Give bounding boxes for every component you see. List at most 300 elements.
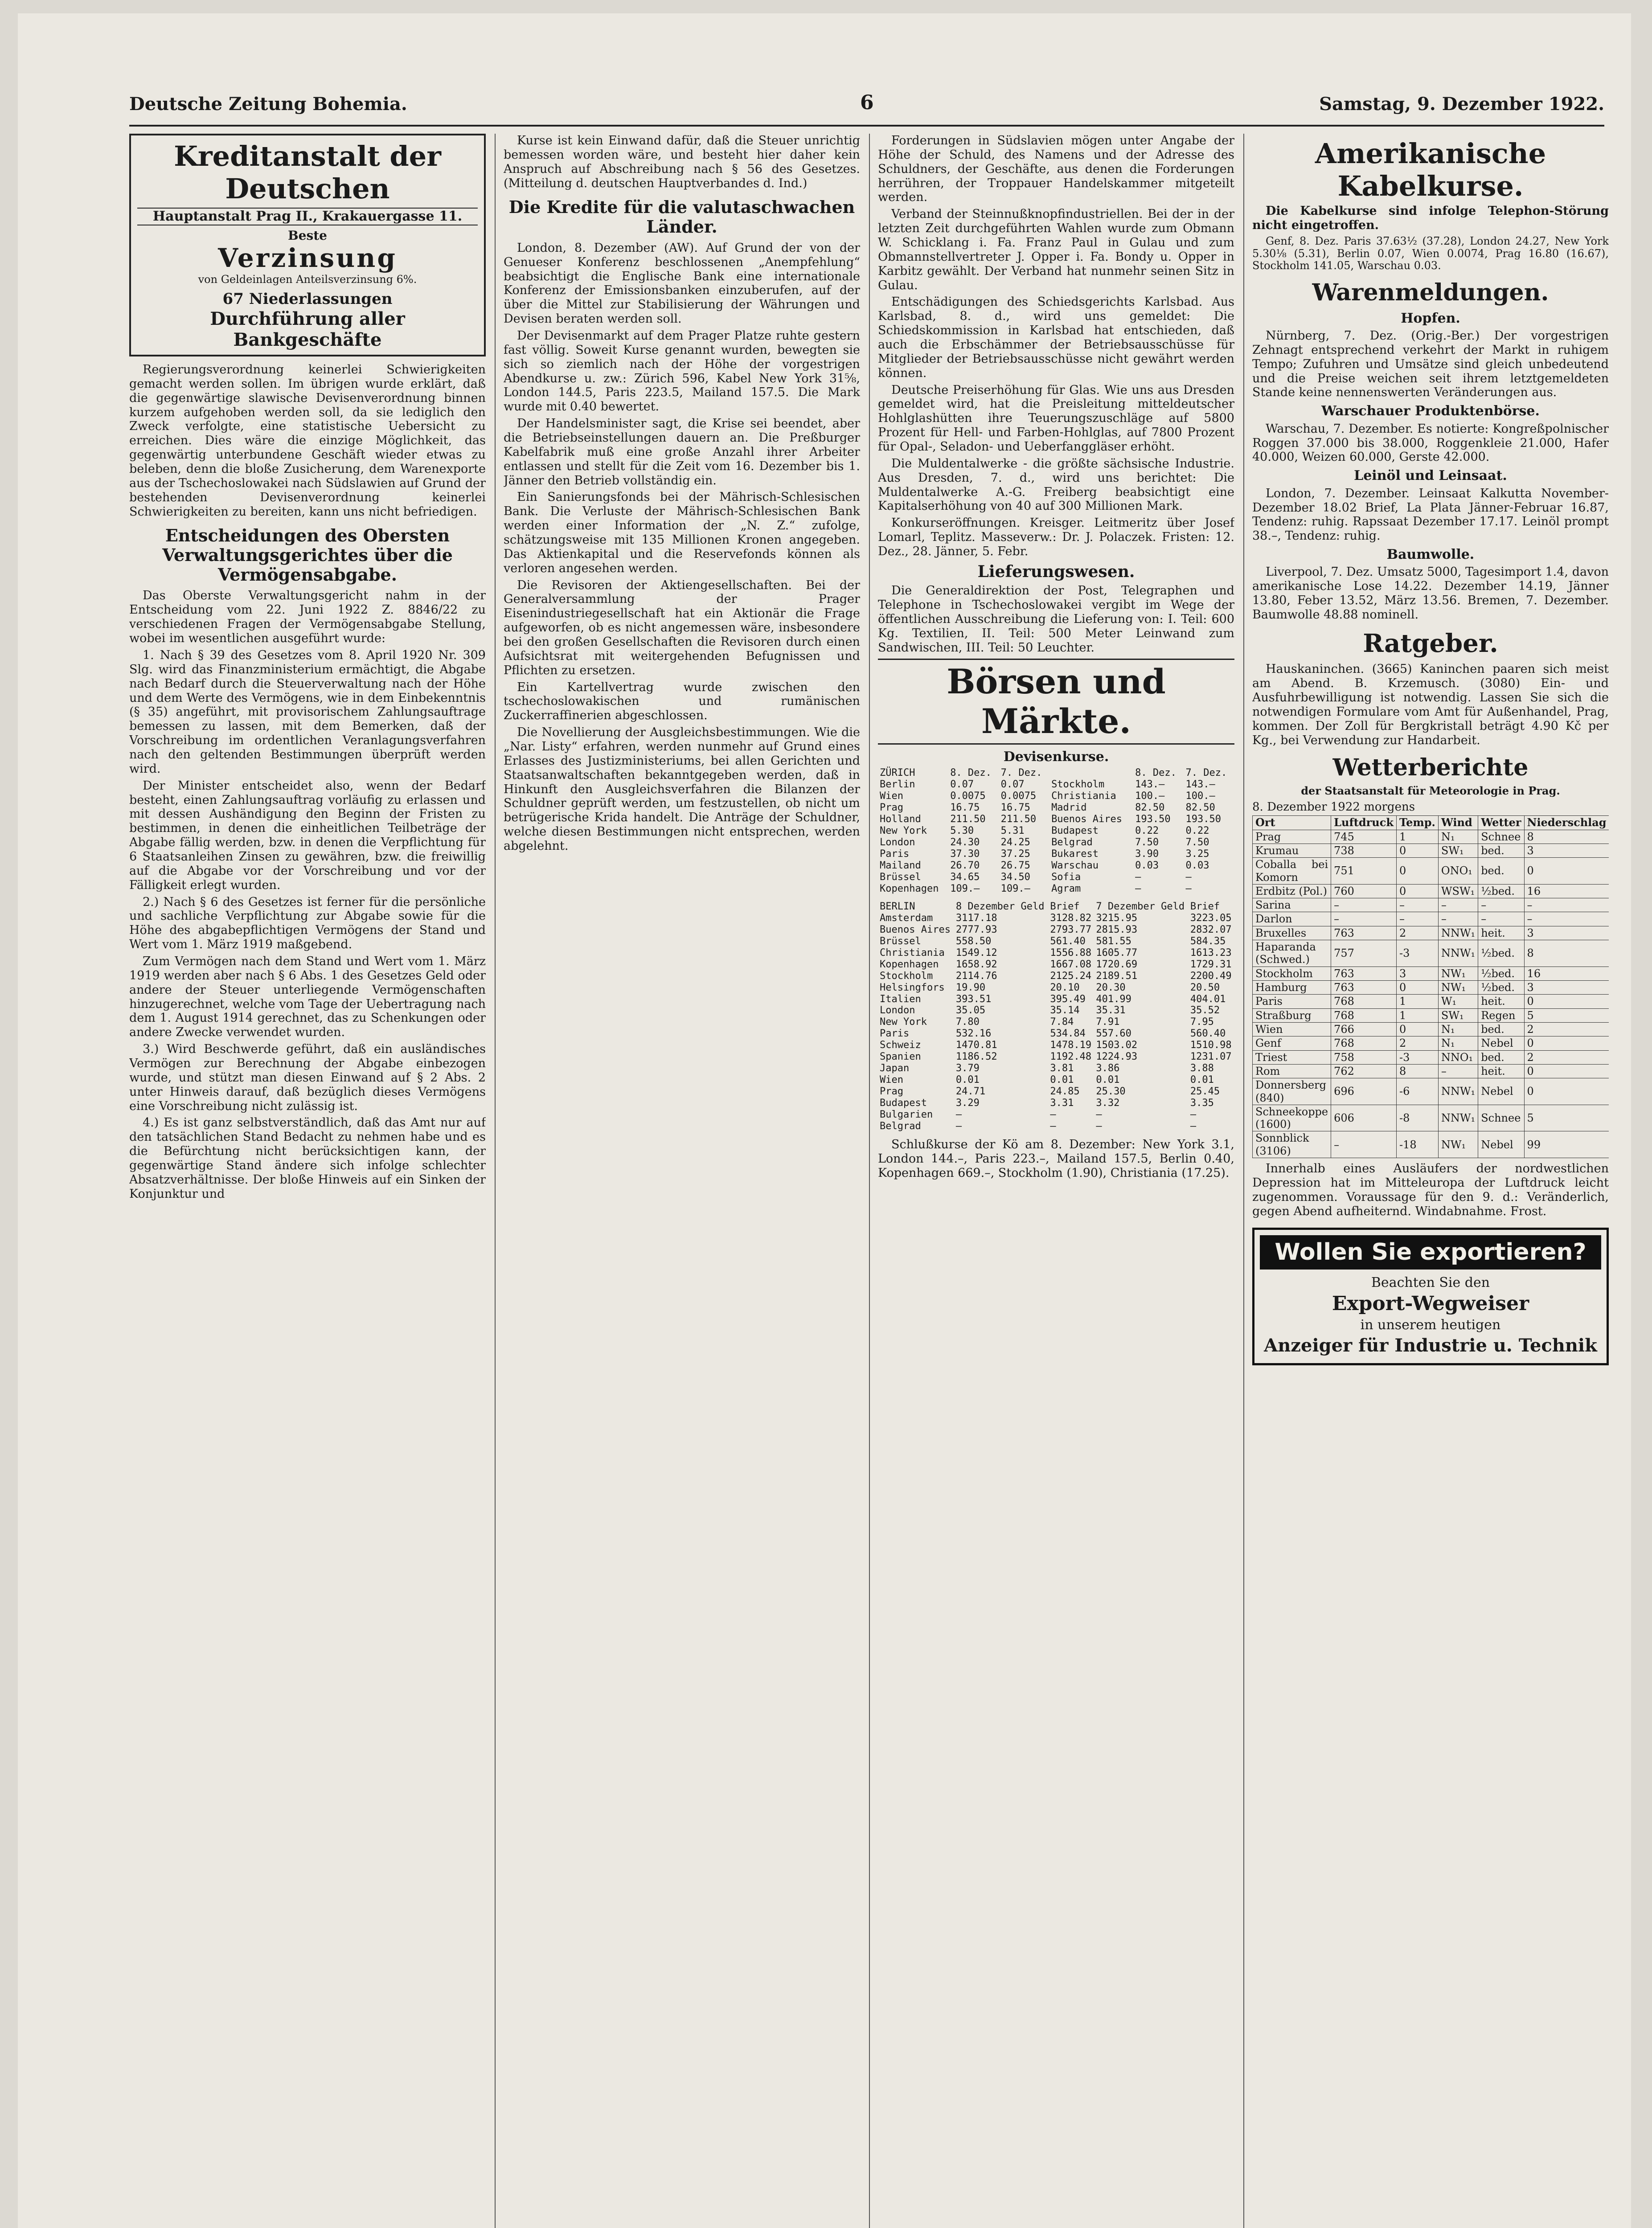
article-headline: Die Kredite für die valutaschwachen Länder. [508, 197, 855, 237]
table-cell: Buenos Aires [880, 924, 951, 935]
table-cell: 401.99 [1096, 993, 1131, 1005]
table-cell: 1667.08 [1050, 958, 1092, 970]
table-cell: 24.85 [1050, 1086, 1080, 1098]
table-cell: Wien [1253, 1022, 1331, 1036]
article-paragraph: Kurse ist kein Einwand dafür, daß die Steuer unrichtig bemessen worden wäre, und besteht hier daher kein Anspruch auf Abschreibung nach § 56 des Gesetzes. (Mitteilung d. deutschen Hauptverbandes d. Ind.) [504, 134, 860, 190]
table-cell: 0.03 [1185, 860, 1209, 872]
table-cell: Wien [880, 1074, 903, 1086]
table-cell: 20.10 [1050, 982, 1080, 993]
table-cell: ½bed. [1478, 981, 1524, 995]
column-2 [504, 134, 860, 2228]
table-cell: 1510.98 [1190, 1040, 1232, 1051]
table-row [878, 883, 1234, 895]
table-cell: Straßburg [1253, 1008, 1331, 1022]
table-cell: NNW₁ [1438, 940, 1478, 967]
table-cell: 25.45 [1190, 1086, 1220, 1098]
table-row [1253, 926, 1609, 940]
table-cell: 757 [1331, 940, 1397, 967]
table-cell: 2 [1396, 1036, 1438, 1050]
table-cell: 5.30 [950, 825, 974, 837]
table-cell: 0.01 [1050, 1074, 1074, 1086]
table-cell: N₁ [1438, 1022, 1478, 1036]
table-cell: 0 [1396, 844, 1438, 857]
table-cell: 1192.48 [1050, 1051, 1092, 1063]
table-cell: 0 [1396, 884, 1438, 898]
table-cell: Sonnblick (3106) [1253, 1131, 1331, 1158]
ad-line: Anzeiger für Industrie u. Technik [1264, 1335, 1597, 1356]
table-cell: NNW₁ [1438, 926, 1478, 940]
table-row [878, 1040, 1234, 1051]
table-cell: 5 [1524, 1105, 1609, 1131]
table-cell: – [1478, 912, 1524, 926]
article-paragraph: 4.) Es ist ganz selbstverständlich, daß das Amt nur auf den tatsächlichen Stand Bedacht zu nehmen habe und es die Befürchtung nicht berücksichtigen kann, der gegenwärtige Stand ändere sich infolge schlechter Absatzverhältnisse. Der bloße Hinweis auf ein Sinken der Konjunktur und [129, 1116, 486, 1201]
table-cell: – [1185, 883, 1192, 894]
table-row [878, 947, 1234, 959]
article-paragraph: Der Minister entscheidet also, wenn der Bedarf besteht, einen Zahlungsauftrag vorläufig zu erlassen und mit dessen Aushändigung den Beginn der Fristen zu bestimmen, in denen die einheitlichen Teilbeträge der Abgabe fällig werden, bzw. in denen die Verpflichtung für 6 Staatsanleihen Zinsen zu gewähren, bzw. die freiwillig auf die Abgabe vor der Vorschreibung und vor der Fälligkeit erlegt wurden. [129, 778, 486, 892]
table-cell: 16 [1524, 967, 1609, 980]
column-3 [878, 134, 1234, 2228]
article-paragraph: Entschädigungen des Schiedsgerichts Karlsbad. Aus Karlsbad, 8. d., wird uns gemeldet: Die Schiedskommission in Karlsbad hat entschieden, daß auch die Erbschämmer der Betriebsausschüsse für Mitglieder der Betriebsausschüsse nicht gewährt werden können. [878, 295, 1234, 380]
section-subheadline: der Staatsanstalt für Meteorologie in Prag. [1301, 784, 1560, 798]
page-header [129, 89, 1604, 120]
table-cell: 3.88 [1190, 1063, 1214, 1074]
table-cell: 109.– [950, 883, 980, 894]
section-headline: Lieferungswesen. [977, 562, 1135, 581]
table-row [878, 802, 1234, 814]
table-cell: NNW₁ [1438, 1078, 1478, 1105]
table-cell: 763 [1331, 967, 1397, 980]
table-row [878, 1063, 1234, 1074]
table-cell: 3.25 [1185, 848, 1209, 860]
table-cell: NW₁ [1438, 981, 1478, 995]
table-cell: Agram [1051, 883, 1081, 894]
article-paragraph: Der Handelsminister sagt, die Krise sei beendet, aber die Betriebseinstellungen dauern an. Die Preßburger Kabelfabrik muß eine große Anzahl ihrer Arbeiter entlassen und stellt für die Zeit vom 16. Dezember bis 1. Jänner den Betrieb vollständig ein. [504, 417, 860, 487]
section-headline: Wetterberichte [1332, 754, 1529, 782]
table-cell: 34.65 [950, 872, 980, 883]
header-rule [129, 125, 1604, 127]
article-paragraph: Die Kabelkurse sind infolge Telephon-Störung nicht eingetroffen. [1252, 204, 1609, 233]
table-cell: Mailand [880, 860, 921, 872]
table-cell: 20.30 [1096, 982, 1126, 993]
table-cell: 35.52 [1190, 1005, 1220, 1016]
table-cell: 768 [1331, 995, 1397, 1008]
table-cell: bed. [1478, 1050, 1524, 1064]
article-paragraph: Forderungen in Südslavien mögen unter Angabe der Höhe der Schuld, des Namens und der Adresse des Schuldners, der Geschäfte, aus denen die Forderungen herrühren, der Troppauer Handelskammer mitgeteilt werden. [878, 134, 1234, 205]
table-row [1253, 830, 1609, 844]
table-cell: 7.91 [1096, 1016, 1120, 1028]
table-cell: 3215.95 [1096, 912, 1138, 924]
table-cell: Helsingfors [880, 982, 945, 993]
table-cell: 3 [1524, 981, 1609, 995]
table-cell: Bruxelles [1253, 926, 1331, 940]
weather-date: 8. Dezember 1922 morgens [1252, 800, 1415, 814]
table-cell: 3.35 [1190, 1098, 1214, 1109]
table-cell: Nebel [1478, 1036, 1524, 1050]
table-cell: Prag [880, 802, 903, 814]
column-4 [1252, 134, 1609, 2228]
table-cell: 1556.88 [1050, 947, 1092, 958]
table-cell: 760 [1331, 884, 1397, 898]
table-cell: NW₁ [1438, 1131, 1478, 1158]
table-cell: 745 [1331, 830, 1397, 844]
article-paragraph: Zum Vermögen nach dem Stand und Wert vom 1. März 1919 werden aber nach § 6 Abs. 1 des Gesetzes Geld oder andere der Steuer unterliegende Vermögenschaften hinzugerechnet, welche vom Tage der Uebertragung nach dem 1. August 1914 gerechnet, das zu Schenkungen oder andere Zwecke verwendet wurden. [129, 954, 486, 1040]
article-paragraph: Liverpool, 7. Dez. Umsatz 5000, Tagesimport 1.4, davon amerikanische Lose 14.22. Dezember 14.19, Jänner 13.80, Feber 13.52, März 13.56. Bremen, 7. Dezember. Baumwolle 48.88 nominell. [1252, 565, 1609, 622]
table-cell: ½bed. [1478, 967, 1524, 980]
table-header-cell: Ort [1253, 816, 1331, 830]
table-header-cell: Luftdruck [1331, 816, 1397, 830]
table-cell: 1605.77 [1096, 947, 1138, 958]
table-cell: – [1050, 1121, 1056, 1132]
table-cell: 2777.93 [955, 924, 997, 935]
section-subheadline: Devisenkurse. [1003, 749, 1109, 765]
table-cell: bed. [1478, 1022, 1524, 1036]
table-cell: Christiania [880, 947, 945, 958]
table-cell: 3117.18 [955, 912, 997, 924]
table-row [1253, 858, 1609, 885]
table-cell: Nebel [1478, 1131, 1524, 1158]
table-cell: 34.50 [1000, 872, 1030, 883]
table-cell: 99 [1524, 1131, 1609, 1158]
table-cell: 3.79 [955, 1063, 980, 1074]
table-cell: Brüssel [880, 872, 921, 883]
table-cell: 2189.51 [1096, 970, 1138, 982]
table-cell: Darlon [1253, 912, 1331, 926]
issue-date: Samstag, 9. Dezember 1922. [1319, 94, 1604, 115]
table-header-row [1253, 816, 1609, 830]
table-cell: – [1050, 1109, 1056, 1121]
table-row [878, 825, 1234, 837]
table-cell: bed. [1478, 844, 1524, 857]
table-cell: 768 [1331, 1036, 1397, 1050]
table-row [878, 994, 1234, 1005]
table-cell: 100.– [1185, 790, 1215, 802]
weather-table [1252, 815, 1609, 1158]
table-header-cell: 7. Dez. [1185, 767, 1227, 779]
table-cell: – [1190, 1121, 1197, 1132]
table-row [878, 1086, 1234, 1098]
table-cell: 0.22 [1135, 825, 1159, 837]
table-cell: 0.07 [950, 779, 974, 790]
table-row [878, 959, 1234, 971]
table-row [878, 971, 1234, 982]
table-row [878, 1051, 1234, 1063]
table-cell: 2200.49 [1190, 970, 1232, 982]
article-paragraph: Die Muldentalwerke - die größte sächsische Industrie. Aus Dresden, 7. d., wird uns berichtet: Die Muldentalwerke A.-G. Freiberg beabsichtigt eine Kapitalserhöhung von 40 auf 300 Millionen Mark. [878, 456, 1234, 513]
section-subheadline: Hopfen. [1401, 310, 1460, 326]
article-paragraph: Genf, 8. Dez. Paris 37.63½ (37.28), London 24.27, New York 5.30⅛ (5.31), Berlin 0.07, Wien 0.0074, Prag 16.80 (16.67), Stockholm 141.05, Warschau 0.03. [1252, 235, 1609, 272]
table-cell: 584.35 [1190, 935, 1226, 947]
table-cell: SW₁ [1438, 1008, 1478, 1022]
table-cell: Paris [1253, 995, 1331, 1008]
table-cell: 0.07 [1000, 779, 1025, 790]
table-cell: heit. [1478, 926, 1524, 940]
table-cell: 7.84 [1050, 1016, 1074, 1028]
table-row [1253, 1078, 1609, 1105]
table-cell: – [1331, 1131, 1397, 1158]
table-cell: 0 [1524, 1064, 1609, 1078]
table-cell: Berlin [880, 779, 915, 790]
table-cell: 2793.77 [1050, 924, 1092, 935]
table-cell: 2125.24 [1050, 970, 1092, 982]
table-cell: – [1190, 1109, 1197, 1121]
table-cell: 3 [1524, 926, 1609, 940]
zurich-rates-table [878, 767, 1234, 894]
table-cell: Kopenhagen [880, 958, 939, 970]
table-cell: – [1438, 898, 1478, 912]
table-cell: 100.– [1135, 790, 1165, 802]
table-cell: 0.01 [955, 1074, 980, 1086]
table-cell: 561.40 [1050, 935, 1086, 947]
table-cell: 26.70 [950, 860, 980, 872]
table-header-cell: 7 Dezember Geld [1096, 901, 1185, 912]
table-cell: Wien [880, 790, 903, 802]
table-row [878, 913, 1234, 924]
column-1 [129, 134, 486, 2228]
table-cell: 1470.81 [955, 1040, 997, 1051]
table-cell: Schnee [1478, 1105, 1524, 1131]
table-cell: 534.84 [1050, 1028, 1086, 1040]
article-paragraph: Konkurseröffnungen. Kreisger. Leitmeritz über Josef Lomarl, Teplitz. Masseverw.: Dr. J. Polaczek. Fristen: 12. Dez., 28. Jänner, 5. Febr. [878, 516, 1234, 559]
table-cell: London [880, 1005, 915, 1016]
table-cell: Belgrad [880, 1121, 921, 1132]
bank-name: Kreditanstalt der Deutschen [174, 140, 441, 205]
table-cell: 7.50 [1135, 837, 1159, 848]
table-cell: Stockholm [880, 970, 933, 982]
table-row [1253, 1105, 1609, 1131]
table-cell: W₁ [1438, 995, 1478, 1008]
table-cell: 211.50 [1000, 814, 1037, 825]
table-cell: 1658.92 [955, 958, 997, 970]
table-cell: Krumau [1253, 844, 1331, 857]
table-cell: 2815.93 [1096, 924, 1138, 935]
table-cell: -6 [1396, 1078, 1438, 1105]
table-row [878, 1028, 1234, 1040]
section-subheadline: Baumwolle. [1386, 547, 1475, 563]
table-cell: – [1331, 898, 1397, 912]
table-cell: London [880, 837, 915, 848]
article-paragraph: Hauskaninchen. (3665) Kaninchen paaren sich meist am Abend. B. Krzemusch. (3080) Ein- und Ausfuhrbewilligung ist notwendig. Lassen Sie sich die notwendigen Formulare vom Amt für Außenhandel, Prag, kommen. Der Zoll für Bergkristall beträgt 4.90 Kč per Kg., bei Verwendung zur Handarbeit. [1252, 662, 1609, 747]
table-cell: 2 [1524, 1050, 1609, 1064]
bank-offer-2: Verzinsung [218, 242, 397, 273]
table-header-cell: Wetter [1478, 816, 1524, 830]
table-header-cell: Brief [1190, 901, 1220, 912]
table-cell: Schnee [1478, 830, 1524, 844]
table-cell: Nebel [1478, 1078, 1524, 1105]
table-cell: Bukarest [1051, 848, 1099, 860]
article-paragraph: Die Generaldirektion der Post, Telegraphen und Telephone in Tschechoslowakei vergibt im Wege der öffentlichen Ausschreibung die Lieferung von: I. Teil: 600 Kg. Textilien, II. Teil: 500 Meter Leinwand zum Sandwischen, III. Teil: 50 Leuchter. [878, 584, 1234, 655]
table-cell: 395.49 [1050, 993, 1086, 1005]
table-cell: – [1524, 898, 1609, 912]
bank-advertisement [129, 134, 486, 356]
table-cell: 1231.07 [1190, 1051, 1232, 1063]
table-cell: heit. [1478, 1064, 1524, 1078]
table-row [1253, 898, 1609, 912]
table-row [878, 1121, 1234, 1132]
table-cell: 25.30 [1096, 1086, 1126, 1098]
table-cell: 19.90 [955, 982, 986, 993]
table-cell: Paris [880, 848, 910, 860]
section-headline: Warenmeldungen. [1312, 278, 1549, 306]
table-header-cell: ZÜRICH [880, 767, 915, 779]
table-cell: 762 [1331, 1064, 1397, 1078]
table-cell: 763 [1331, 981, 1397, 995]
table-cell: Madrid [1051, 802, 1087, 814]
table-cell: ½bed. [1478, 940, 1524, 967]
table-header-cell: 8 Dezember Geld [955, 901, 1045, 912]
table-cell: 0 [1396, 1022, 1438, 1036]
table-cell: Christiania [1051, 790, 1116, 802]
table-row [1253, 1050, 1609, 1064]
table-cell: 0.01 [1096, 1074, 1120, 1086]
table-cell: – [1478, 898, 1524, 912]
article-paragraph: Der Devisenmarkt auf dem Prager Platze ruhte gestern fast völlig. Soweit Kurse genannt wurden, bewegten sie sich so ziemlich nach der Höhe der vorgestrigen Abendkurse u. zw.: Zürich 596, Kabel New York 31⅝, London 144.5, Paris 223.5, Mailand 157.5. Die Mark wurde mit 0.40 bewertet. [504, 328, 860, 414]
table-cell: Regen [1478, 1008, 1524, 1022]
section-subheadline: Warschauer Produktenbörse. [1321, 403, 1540, 419]
table-cell: 37.25 [1000, 848, 1030, 860]
table-cell: – [1524, 912, 1609, 926]
table-cell: 738 [1331, 844, 1397, 857]
table-row [1253, 1022, 1609, 1036]
table-cell: Prag [1253, 830, 1331, 844]
table-cell: Spanien [880, 1051, 921, 1063]
table-cell: Amsterdam [880, 912, 933, 924]
table-row [878, 924, 1234, 936]
table-cell: 0.0075 [950, 790, 986, 802]
table-cell: bed. [1478, 858, 1524, 885]
table-row [1253, 981, 1609, 995]
table-header-cell: BERLIN [880, 901, 915, 912]
table-cell: 211.50 [950, 814, 986, 825]
table-cell: – [1438, 1064, 1478, 1078]
table-row [878, 848, 1234, 860]
table-cell: 0.03 [1135, 860, 1159, 872]
table-cell: 35.05 [955, 1005, 986, 1016]
table-cell: NNW₁ [1438, 1105, 1478, 1131]
table-row [1253, 1064, 1609, 1078]
table-header-row [878, 901, 1234, 913]
table-row [1253, 940, 1609, 967]
article-paragraph: London, 7. Dezember. Leinsaat Kalkutta November-Dezember 18.02 Brief, La Plata Jänner-Februar 16.87, Tendenz: ruhig. Rapssaat Dezember 17.17. Leinöl prompt 38.–, Tendenz: ruhig. [1252, 486, 1609, 543]
table-cell: 768 [1331, 1008, 1397, 1022]
table-cell: Japan [880, 1063, 910, 1074]
newspaper-page [18, 13, 1631, 2228]
table-cell: 35.14 [1050, 1005, 1080, 1016]
table-cell: 1 [1396, 830, 1438, 844]
table-cell: 3.31 [1050, 1098, 1074, 1109]
table-row [1253, 844, 1609, 857]
table-cell: -8 [1396, 1105, 1438, 1131]
table-cell: 1549.12 [955, 947, 997, 958]
table-cell: 0.22 [1185, 825, 1209, 837]
table-row [878, 936, 1234, 947]
table-cell: – [1096, 1109, 1102, 1121]
table-cell: – [1135, 883, 1141, 894]
table-cell: SW₁ [1438, 844, 1478, 857]
table-cell: 109.– [1000, 883, 1030, 894]
table-row [878, 1016, 1234, 1028]
table-cell: 0 [1524, 1036, 1609, 1050]
table-header-cell: Wind [1438, 816, 1478, 830]
table-cell: 0 [1524, 995, 1609, 1008]
table-row [1253, 1008, 1609, 1022]
table-cell: 3.29 [955, 1098, 980, 1109]
table-row [878, 982, 1234, 994]
table-cell: 143.– [1135, 779, 1165, 790]
table-row [878, 1074, 1234, 1086]
table-header-cell: 8. Dez. [950, 767, 992, 779]
article-headline: Entscheidungen des Obersten Verwaltungsgerichtes über die Vermögensabgabe. [162, 525, 453, 585]
table-cell: Rom [1253, 1064, 1331, 1078]
article-paragraph: 1. Nach § 39 des Gesetzes vom 8. April 1920 Nr. 309 Slg. wird das Finanzministerium ermächtigt, die Abgabe nach Bedarf durch die Steuerverwaltung nach der Höhe und dem Werte des Vermögens, wie in dem Einbekenntnis (§ 35) angeführt, mit provisorischem Zahlungsauftrage bemessen zu lassen, mit dem Bemerken, daß der Vorschreibung im ordentlichen Veranlagungsverfahren nach den geltenden Bestimmungen überprüft werden wird. [129, 648, 486, 776]
table-cell: 3.86 [1096, 1063, 1120, 1074]
table-cell: 1 [1396, 995, 1438, 1008]
table-row [878, 860, 1234, 872]
ad-line: in unserem heutigen [1360, 1317, 1501, 1333]
table-cell: 3128.82 [1050, 912, 1092, 924]
table-cell: 3.81 [1050, 1063, 1074, 1074]
table-row [1253, 912, 1609, 926]
article-paragraph: Deutsche Preiserhöhung für Glas. Wie uns aus Dresden gemeldet wird, hat die Preisleitung mitteldeutscher Hohlglashütten ihre Teuerungszuschläge auf 5800 Prozent für Hell- und Farben-Hohlglas, auf 7800 Prozent für Opal-, Seladon- und Ueberfanggläser erhöht. [878, 383, 1234, 454]
table-cell: 16.75 [950, 802, 980, 814]
table-cell: – [1185, 872, 1192, 883]
bank-tagline: Durchführung aller Bankgeschäfte [210, 308, 405, 350]
table-cell: 82.50 [1185, 802, 1215, 814]
table-cell: 3 [1524, 844, 1609, 857]
table-cell: – [1096, 1121, 1102, 1132]
table-cell: 20.50 [1190, 982, 1220, 993]
table-cell: 16 [1524, 884, 1609, 898]
bank-offer-3: von Geldeinlagen Anteilsverzinsung 6%. [198, 273, 417, 286]
table-cell: – [1331, 912, 1397, 926]
table-cell: Donnersberg (840) [1253, 1078, 1331, 1105]
table-cell: 2 [1396, 926, 1438, 940]
article-paragraph: 2.) Nach § 6 des Gesetzes ist ferner für die persönliche und sachliche Verpflichtung zur Abgabe sowie für die Höhe des abgabepflichtigen Vermögens der Stand und Wert vom 1. März 1919 maßgebend. [129, 895, 486, 952]
table-cell: 0 [1524, 1078, 1609, 1105]
table-cell: -18 [1396, 1131, 1438, 1158]
table-cell: 393.51 [955, 993, 992, 1005]
table-cell: 1720.69 [1096, 958, 1138, 970]
table-cell: Triest [1253, 1050, 1331, 1064]
table-row [878, 872, 1234, 883]
table-cell: 143.– [1185, 779, 1215, 790]
berlin-rates-table [878, 901, 1234, 1132]
table-cell: – [1396, 912, 1438, 926]
table-row [1253, 1131, 1609, 1158]
table-cell: Stockholm [1051, 779, 1105, 790]
table-row [878, 1098, 1234, 1109]
table-cell: Belgrad [1051, 837, 1093, 848]
bank-branches: 67 Niederlassungen [222, 290, 393, 308]
article-paragraph: Das Oberste Verwaltungsgericht nahm in der Entscheidung vom 22. Juni 1922 Z. 8846/22 zu verschiedenen Fragen der Vermögensabgabe Stellung, wobei im wesentlichen ausgeführt wurde: [129, 589, 486, 646]
table-header-cell: Brief [1050, 901, 1080, 912]
table-cell: Coballa bei Komorn [1253, 858, 1331, 885]
section-subheadline: Leinöl und Leinsaat. [1354, 468, 1507, 484]
table-row [878, 779, 1234, 790]
section-banner: Amerikanische Kabelkurse. [1315, 137, 1546, 203]
table-cell: 7.50 [1185, 837, 1209, 848]
export-advertisement [1252, 1228, 1609, 1365]
table-cell: – [1135, 872, 1141, 883]
table-cell: 1186.52 [955, 1051, 997, 1063]
table-cell: 7.80 [955, 1016, 980, 1028]
table-cell: 37.30 [950, 848, 980, 860]
table-cell: – [1396, 898, 1438, 912]
table-cell: 1224.93 [1096, 1051, 1138, 1063]
table-cell: – [1438, 912, 1478, 926]
table-cell: -3 [1396, 940, 1438, 967]
table-cell: 557.60 [1096, 1028, 1131, 1040]
table-cell: Italien [880, 993, 921, 1005]
